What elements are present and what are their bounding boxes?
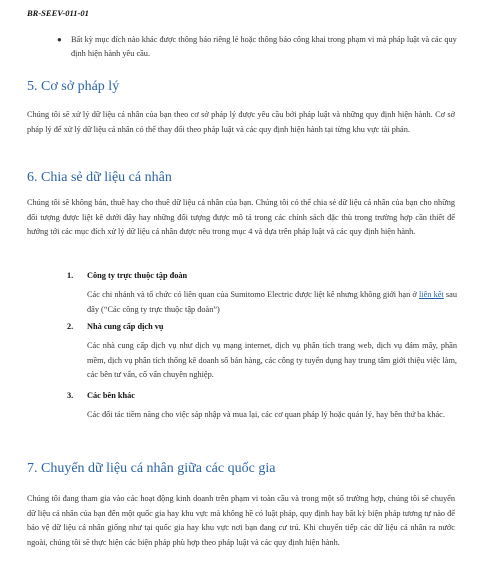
list-title: Công ty trực thuộc tập đoàn [87,271,188,280]
list-body: Các đối tác tiềm năng cho việc sáp nhập và mua lại, các cơ quan pháp lý hoặc quản lý, hay bên thứ ba khác. [87,410,445,419]
section-6-heading: 6. Chia sẻ dữ liệu cá nhân [27,170,172,185]
list-number: 1. [67,271,74,280]
list-number: 3. [67,391,74,400]
list-body: Các nhà cung cấp dịch vụ như dịch vụ mạng internet, dịch vụ phân tích trang web, dịch vụ đám mây, phần mềm, dịch vụ phân tích thống kê doanh số bán hàng, các công ty tuyển dụng hay trung tâm giới thiệu việc làm, các bên tư vấn, cố vấn chuyên nghiệp. [87,341,457,379]
section-5-body: Chúng tôi sẽ xử lý dữ liệu cá nhân của bạn theo cơ sở pháp lý được yêu cầu bởi pháp luật và những quy định hiện hành. Cơ sở pháp lý để xử lý dữ liệu cá nhân có thể thay đổi theo pháp luật và các quy định hiện hành tại từng khu vực tài phán. [27,110,455,134]
section-7-body: Chúng tôi đang tham gia vào các hoạt động kinh doanh trên phạm vi toàn cầu và trong một số trường hợp, chúng tôi sẽ chuyển dữ liệu cá nhân của bạn đến một quốc gia hay khu vực mà không hề có luật pháp, quy định hay bất kỳ biện pháp tương tự nào để bảo vệ dữ liệu cá nhân giống như tại quốc gia hay khu vực nơi bạn đang cư trú. Khi chuyển tiếp các dữ liệu cá nhân ra nước ngoài, chúng tôi sẽ thực hiện các biện pháp phù hợp theo pháp luật và các quy định hiện hành. [27,494,455,547]
list-title: Các bên khác [87,391,135,400]
list-title: Nhà cung cấp dịch vụ [87,322,164,331]
list-body-text-after: sau đây (“Các công ty trực thuộc tập đoàn”) [87,290,457,314]
section-7-heading: 7. Chuyển dữ liệu cá nhân giữa các quốc gia [27,461,276,476]
list-body [87,288,457,317]
bullet-dot-icon: ● [57,35,62,44]
bullet-item [57,33,457,61]
section-6-body: Chúng tôi sẽ không bán, thuê hay cho thuê dữ liệu cá nhân của bạn. Chúng tôi có thể chia sẻ dữ liệu cá nhân của bạn cho những đối tượng được liệt kê dưới đây hay những đối tượng được mô tả trong các chính sách đặc thù trong trường hợp cần thiết để hướng tới các mục đích xử lý dữ liệu cá nhân được nêu trong mục 4 và dựa trên pháp luật và các quy định hiện hành. [27,198,455,236]
bullet-text: Bất kỳ mục đích nào khác được thông báo riêng lẻ hoặc thông báo công khai trong phạm vi mà pháp luật và các quy định hiện hành yêu cầu. [71,35,457,58]
document-id: BR-SEEV-011-01 [27,8,89,18]
list-body-text: Các chi nhánh và tổ chức có liên quan của Sumitomo Electric được liệt kê nhưng không giới hạn ở [87,290,419,299]
section-5-heading: 5. Cơ sở pháp lý [27,79,120,94]
list-number: 2. [67,322,74,331]
group-companies-link[interactable]: liên kết [418,290,444,299]
